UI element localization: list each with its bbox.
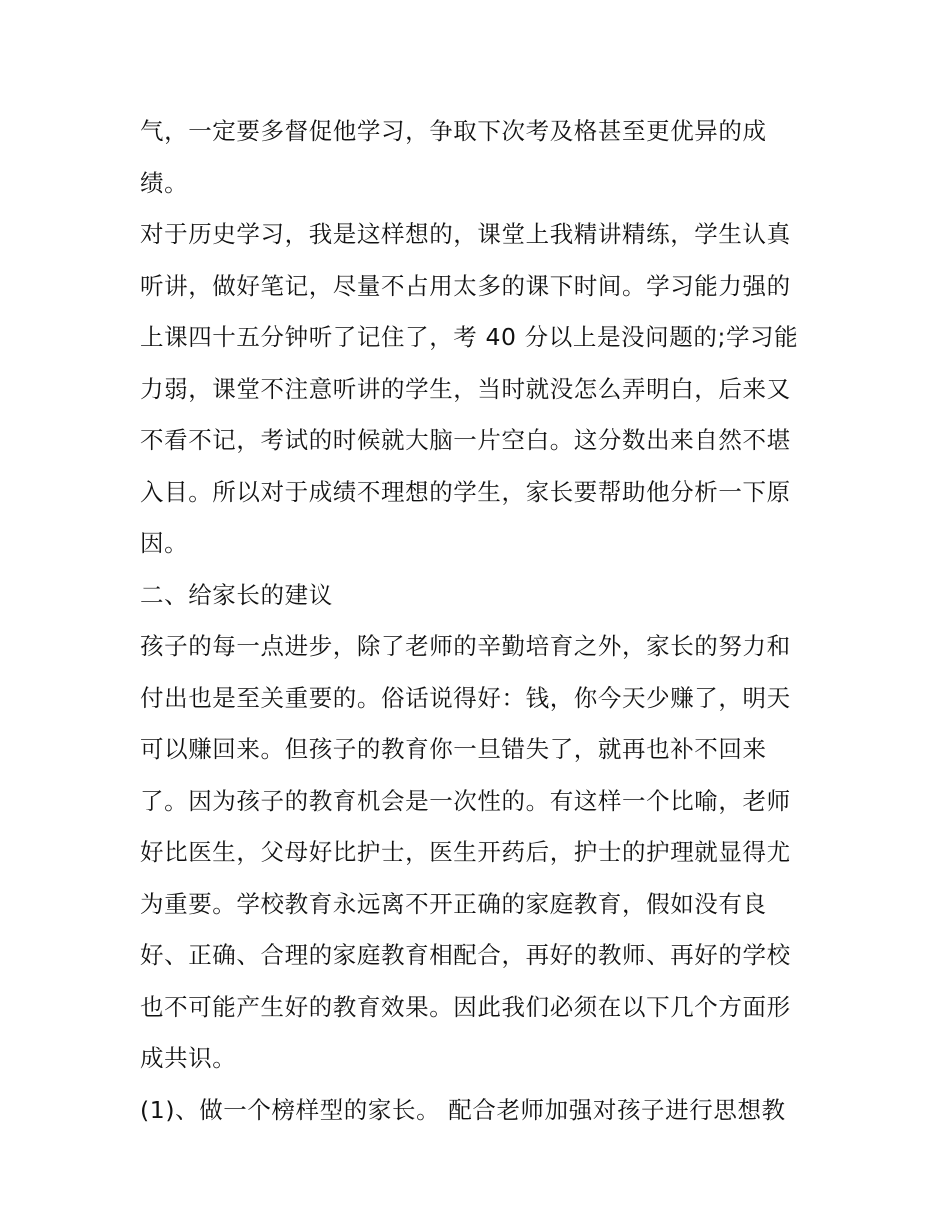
text-line: 也不可能产生好的教育效果。因此我们必须在以下几个方面形 <box>140 992 791 1021</box>
text-line: 可以赚回来。但孩子的教育你一旦错失了，就再也补不回来 <box>140 735 767 763</box>
text-line: 绩。 <box>140 168 189 197</box>
list-item-text: (1)、做一个榜样型的家长。 配合老师加强对孩子进行思想教 <box>140 1095 786 1124</box>
text-line: 好、正确、合理的家庭教育相配合，再好的教师、再好的学校 <box>140 941 791 969</box>
text-line: 好比医生，父母好比护士，医生开药后，护士的护理就显得尤 <box>140 838 791 866</box>
text-line: 孩子的每一点进步，除了老师的辛勤培育之外，家长的努力和 <box>140 632 791 660</box>
text-line: 了。因为孩子的教育机会是一次性的。有这样一个比喻，老师 <box>140 786 791 815</box>
text-line: 付出也是至关重要的。俗话说得好：钱，你今天少赚了，明天 <box>140 683 791 712</box>
text-line: 成共识。 <box>140 1044 237 1072</box>
document-body <box>140 106 820 1136</box>
text-line: 入目。所以对于成绩不理想的学生，家长要帮助他分析一下原 <box>140 477 791 506</box>
text-line: 上课四十五分钟听了记住了，考 40 分以上是没问题的;学习能 <box>140 323 799 351</box>
text-line: 听讲，做好笔记，尽量不占用太多的课下时间。学习能力强的 <box>140 271 791 300</box>
text-line: 因。 <box>140 529 189 557</box>
text-line: 对于历史学习，我是这样想的，课堂上我精讲精练，学生认真 <box>140 220 791 248</box>
text-line: 不看不记，考试的时候就大脑一片空白。这分数出来自然不堪 <box>140 426 791 454</box>
text-line: 为重要。学校教育永远离不开正确的家庭教育，假如没有良 <box>140 889 767 918</box>
text-line: 力弱，课堂不注意听讲的学生，当时就没怎么弄明白，后来又 <box>140 374 791 403</box>
section-heading: 二、给家长的建议 <box>140 580 333 609</box>
text-line: 气，一定要多督促他学习，争取下次考及格甚至更优异的成 <box>140 117 767 145</box>
